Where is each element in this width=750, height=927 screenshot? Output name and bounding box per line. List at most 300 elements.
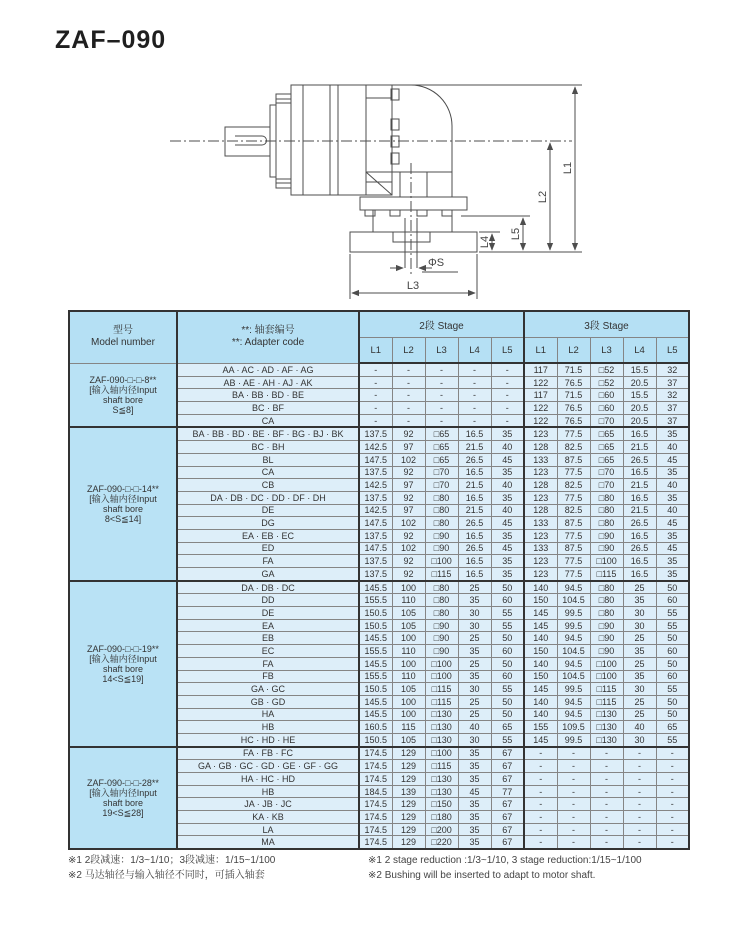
stage2-value-cell: 16.5 [458, 491, 491, 504]
stage3-value-cell: □90 [590, 645, 623, 658]
stage2-value-cell: - [359, 414, 392, 427]
stage2-value-cell: 45 [458, 785, 491, 798]
stage3-value-cell: 123 [524, 555, 557, 568]
stage3-value-cell: 99.5 [557, 619, 590, 632]
adapter-codes-cell: EC [177, 645, 359, 658]
stage2-value-cell: 45 [491, 517, 524, 530]
stage2-value-cell: 92 [392, 427, 425, 440]
model-line: ZAF-090-□-□-8** [89, 374, 157, 385]
stage2-value-cell: 60 [491, 645, 524, 658]
adapter-codes-cell: BC · BF [177, 402, 359, 415]
stage3-value-cell: 15.5 [623, 389, 656, 402]
table-body [69, 363, 689, 849]
stage3-value-cell: 87.5 [557, 453, 590, 466]
stage3-value-cell: 145 [524, 607, 557, 620]
stage3-value-cell: 32 [656, 363, 689, 376]
stage2-value-cell: 21.5 [458, 441, 491, 454]
stage3-value-cell: 76.5 [557, 376, 590, 389]
stage2-value-cell: 100 [392, 632, 425, 645]
stage2-value-cell: - [458, 402, 491, 415]
stage2-value-cell: 102 [392, 453, 425, 466]
stage3-value-cell: 26.5 [623, 453, 656, 466]
stage3-value-cell: 123 [524, 491, 557, 504]
stage2-value-cell: - [491, 402, 524, 415]
model-number-cell [69, 427, 177, 580]
stage3-value-cell: □65 [590, 441, 623, 454]
stage2-value-cell: 26.5 [458, 517, 491, 530]
stage3-value-cell: 140 [524, 632, 557, 645]
stage3-value-cell: 82.5 [557, 504, 590, 517]
footnote-chinese [68, 853, 275, 883]
stage3-value-cell: □65 [590, 427, 623, 440]
header-group-row [69, 311, 689, 338]
adapter-codes-cell: JA · JB · JC [177, 798, 359, 811]
stage2-value-cell: □80 [425, 581, 458, 594]
stage3-value-cell: 71.5 [557, 363, 590, 376]
stage2-value-cell: 40 [491, 441, 524, 454]
stage3-value-cell: 35 [623, 670, 656, 683]
stage3-value-cell: 109.5 [557, 721, 590, 734]
table-row [69, 747, 689, 760]
stage2-value-cell: 150.5 [359, 619, 392, 632]
model-line: shaft bore [102, 394, 144, 405]
stage3-value-cell: 133 [524, 517, 557, 530]
stage3-value-cell: 50 [656, 632, 689, 645]
stage3-value-cell: □115 [590, 695, 623, 708]
stage3-value-cell: 77.5 [557, 529, 590, 542]
stage2-value-cell: 97 [392, 441, 425, 454]
stage2-l5-header: L5 [491, 338, 524, 364]
stage2-value-cell: 35 [491, 529, 524, 542]
stage2-value-cell: 21.5 [458, 504, 491, 517]
stage2-value-cell: 129 [392, 773, 425, 786]
stage2-value-cell: □130 [425, 708, 458, 721]
stage2-value-cell: 139 [392, 785, 425, 798]
stage2-value-cell: 100 [392, 657, 425, 670]
stage3-value-cell: 82.5 [557, 441, 590, 454]
adapter-codes-cell: DA · DB · DC · DD · DF · DH [177, 491, 359, 504]
l5-label: L5 [510, 227, 522, 241]
stage3-value-cell: - [656, 798, 689, 811]
stage2-value-cell: - [458, 414, 491, 427]
stage3-value-cell: □80 [590, 607, 623, 620]
stage3-value-cell: □90 [590, 542, 623, 555]
stage2-value-cell: □100 [425, 747, 458, 760]
stage2-value-cell: 142.5 [359, 479, 392, 492]
stage3-value-cell: 94.5 [557, 708, 590, 721]
adapter-codes-cell: EB [177, 632, 359, 645]
stage3-value-cell: 45 [656, 453, 689, 466]
adapter-codes-cell: HC · HD · HE [177, 733, 359, 746]
adapter-header-en: **: Adapter code [231, 337, 305, 349]
stage2-value-cell: 25 [458, 632, 491, 645]
stage2-value-cell: 102 [392, 542, 425, 555]
stage2-value-cell: 50 [491, 695, 524, 708]
stage2-value-cell: 110 [392, 645, 425, 658]
stage3-value-cell: 94.5 [557, 632, 590, 645]
stage3-value-cell: - [623, 760, 656, 773]
stage2-value-cell: 25 [458, 695, 491, 708]
stage2-value-cell: 30 [458, 619, 491, 632]
footnote-cn-line1: ※1 2段减速：1/3~1/10；3段减速：1/15~1/100 [68, 855, 276, 866]
adapter-codes-cell: AA · AC · AD · AF · AG [177, 363, 359, 376]
adapter-codes-cell: GA · GB · GC · GD · GE · GF · GG [177, 760, 359, 773]
stage2-group-header: 2段 Stage [359, 311, 524, 338]
stage3-value-cell: □70 [590, 414, 623, 427]
stage3-value-cell: 26.5 [623, 517, 656, 530]
stage2-value-cell: 35 [458, 670, 491, 683]
stage2-value-cell: □80 [425, 607, 458, 620]
stage3-value-cell: 16.5 [623, 466, 656, 479]
stage2-value-cell: 40 [458, 721, 491, 734]
stage3-value-cell: - [623, 811, 656, 824]
stage3-value-cell: 133 [524, 453, 557, 466]
stage2-value-cell: 129 [392, 760, 425, 773]
stage3-value-cell: 16.5 [623, 491, 656, 504]
stage2-value-cell: - [392, 389, 425, 402]
stage2-value-cell: 67 [491, 798, 524, 811]
stage3-value-cell: - [590, 823, 623, 836]
stage2-value-cell: 155.5 [359, 645, 392, 658]
stage2-value-cell: 65 [491, 721, 524, 734]
stage2-value-cell: 35 [491, 427, 524, 440]
stage3-value-cell: 21.5 [623, 479, 656, 492]
stage3-value-cell: 123 [524, 427, 557, 440]
stage2-value-cell: 115 [392, 721, 425, 734]
stage2-value-cell: 16.5 [458, 568, 491, 581]
stage2-value-cell: 142.5 [359, 504, 392, 517]
stage3-value-cell: 99.5 [557, 683, 590, 696]
stage2-value-cell: - [359, 363, 392, 376]
stage2-value-cell: □130 [425, 721, 458, 734]
stage2-value-cell: - [491, 363, 524, 376]
stage2-value-cell: - [425, 389, 458, 402]
stage3-l1-header: L1 [524, 338, 557, 364]
stage3-value-cell: 122 [524, 376, 557, 389]
stage2-value-cell: 142.5 [359, 441, 392, 454]
stage2-l3-header: L3 [425, 338, 458, 364]
stage3-value-cell: □90 [590, 529, 623, 542]
stage3-value-cell: 117 [524, 363, 557, 376]
stage2-value-cell: 145.5 [359, 632, 392, 645]
stage3-value-cell: 82.5 [557, 479, 590, 492]
stage3-value-cell: 140 [524, 581, 557, 594]
adapter-header-cn: **: 轴套编号 [241, 325, 295, 337]
stage2-value-cell: □90 [425, 619, 458, 632]
stage3-value-cell: 140 [524, 657, 557, 670]
stage3-value-cell: 45 [656, 542, 689, 555]
stage3-value-cell: 25 [623, 695, 656, 708]
stage3-value-cell: - [524, 785, 557, 798]
stage2-value-cell: 16.5 [458, 555, 491, 568]
stage2-value-cell: - [392, 402, 425, 415]
adapter-codes-cell: HA [177, 708, 359, 721]
stage3-value-cell: 145 [524, 733, 557, 746]
model-line: [输入轴内径Input [89, 384, 157, 395]
stage2-value-cell: 67 [491, 747, 524, 760]
stage3-value-cell: 40 [656, 441, 689, 454]
plate-foot [442, 210, 452, 216]
stage3-value-cell: 65 [656, 721, 689, 734]
stage3-value-cell: - [623, 798, 656, 811]
stage3-value-cell: - [590, 798, 623, 811]
stage3-l3-header: L3 [590, 338, 623, 364]
stage3-value-cell: □130 [590, 721, 623, 734]
stage3-value-cell: 145 [524, 619, 557, 632]
stage2-value-cell: 147.5 [359, 453, 392, 466]
stage3-value-cell: 25 [623, 708, 656, 721]
stage3-value-cell: 16.5 [623, 555, 656, 568]
stage2-value-cell: □65 [425, 441, 458, 454]
stage3-value-cell: 77.5 [557, 427, 590, 440]
stage2-value-cell: □115 [425, 760, 458, 773]
l3-label: L3 [406, 280, 420, 292]
stage2-value-cell: □100 [425, 555, 458, 568]
adapter-codes-cell: DE [177, 504, 359, 517]
stage3-value-cell: □80 [590, 517, 623, 530]
adapter-codes-cell: HB [177, 785, 359, 798]
stage2-value-cell: □115 [425, 695, 458, 708]
model-line: 8<S≦14] [104, 514, 142, 525]
stage2-value-cell: 55 [491, 733, 524, 746]
stage2-value-cell: - [491, 414, 524, 427]
stage3-value-cell: 128 [524, 441, 557, 454]
stage2-value-cell: 155.5 [359, 594, 392, 607]
stage3-value-cell: - [590, 785, 623, 798]
stage2-l4-header: L4 [458, 338, 491, 364]
stage3-value-cell: □90 [590, 632, 623, 645]
stage3-value-cell: □130 [590, 708, 623, 721]
stage2-value-cell: □130 [425, 733, 458, 746]
stage2-value-cell: 16.5 [458, 427, 491, 440]
stage3-value-cell: 77.5 [557, 555, 590, 568]
stage3-value-cell: - [656, 836, 689, 849]
stage3-value-cell: 155 [524, 721, 557, 734]
stage2-value-cell: 137.5 [359, 427, 392, 440]
stage2-value-cell: 55 [491, 683, 524, 696]
stage2-value-cell: 105 [392, 607, 425, 620]
stage3-l5-header: L5 [656, 338, 689, 364]
stage2-value-cell: 174.5 [359, 773, 392, 786]
stage2-value-cell: 105 [392, 733, 425, 746]
stage3-value-cell: 50 [656, 657, 689, 670]
stage3-value-cell: 117 [524, 389, 557, 402]
stage3-value-cell: □52 [590, 363, 623, 376]
stage3-value-cell: - [590, 773, 623, 786]
model-number-cell [69, 747, 177, 850]
stage3-value-cell: 25 [623, 581, 656, 594]
model-line: shaft bore [102, 797, 144, 808]
footnote-en-line2: ※2 Bushing will be inserted to adapt to motor shaft. [368, 870, 596, 881]
stage2-value-cell: 105 [392, 683, 425, 696]
adapter-codes-cell: FA [177, 657, 359, 670]
stage2-value-cell: 67 [491, 773, 524, 786]
stage2-value-cell: - [425, 414, 458, 427]
stage2-value-cell: 174.5 [359, 760, 392, 773]
stage3-value-cell: - [656, 747, 689, 760]
adapter-codes-cell: BA · BB · BD · BE [177, 389, 359, 402]
stage2-value-cell: □100 [425, 670, 458, 683]
stage2-value-cell: 150.5 [359, 683, 392, 696]
model-number-cell [69, 363, 177, 427]
stage3-value-cell: 140 [524, 708, 557, 721]
stage2-value-cell: □65 [425, 453, 458, 466]
stage2-value-cell: 147.5 [359, 517, 392, 530]
stage3-value-cell: 123 [524, 466, 557, 479]
model-header-en: Model number [91, 337, 155, 349]
stage2-value-cell: 35 [458, 823, 491, 836]
stage2-value-cell: □200 [425, 823, 458, 836]
stage2-value-cell: □220 [425, 836, 458, 849]
adapter-codes-cell: BA · BB · BD · BE · BF · BG · BJ · BK [177, 427, 359, 440]
model-line: [输入轴内径Input [89, 494, 157, 505]
stage3-value-cell: 94.5 [557, 657, 590, 670]
stage3-value-cell: 40 [623, 721, 656, 734]
stage3-value-cell: □60 [590, 389, 623, 402]
adapter-codes-cell: CA [177, 466, 359, 479]
table-row [69, 363, 689, 376]
model-line: [输入轴内径Input [89, 787, 157, 798]
l3-extension-lines [350, 254, 477, 299]
stage2-value-cell: □180 [425, 811, 458, 824]
stage3-value-cell: □80 [590, 594, 623, 607]
stage3-value-cell: 76.5 [557, 402, 590, 415]
stage2-value-cell: □80 [425, 491, 458, 504]
stage3-value-cell: - [590, 760, 623, 773]
stage3-value-cell: □70 [590, 466, 623, 479]
stage3-value-cell: 71.5 [557, 389, 590, 402]
adapter-codes-cell: DD [177, 594, 359, 607]
stage3-value-cell: □115 [590, 568, 623, 581]
stage2-l1-header: L1 [359, 338, 392, 364]
stage2-value-cell: - [359, 376, 392, 389]
stage2-value-cell: 100 [392, 708, 425, 721]
adapter-codes-cell: AB · AE · AH · AJ · AK [177, 376, 359, 389]
stage3-value-cell: 35 [656, 466, 689, 479]
stage2-value-cell: □150 [425, 798, 458, 811]
stage2-value-cell: 110 [392, 670, 425, 683]
stage2-value-cell: 129 [392, 836, 425, 849]
plate-foot [417, 210, 427, 216]
stage2-value-cell: 45 [491, 542, 524, 555]
output-neck [373, 210, 452, 232]
stage3-value-cell: - [590, 811, 623, 824]
stage2-value-cell: 160.5 [359, 721, 392, 734]
stage3-value-cell: 128 [524, 504, 557, 517]
stage2-value-cell: 30 [458, 733, 491, 746]
stage3-value-cell: 35 [656, 555, 689, 568]
model-header-cn: 型号 [113, 325, 133, 337]
stage3-value-cell: □60 [590, 402, 623, 415]
stage2-value-cell: 92 [392, 491, 425, 504]
stage3-value-cell: 25 [623, 632, 656, 645]
elbow-lower-box [366, 172, 452, 197]
stage2-value-cell: 92 [392, 529, 425, 542]
footnote-english [368, 853, 642, 883]
stage2-value-cell: 184.5 [359, 785, 392, 798]
stage2-l2-header: L2 [392, 338, 425, 364]
stage3-value-cell: - [623, 773, 656, 786]
stage2-value-cell: 35 [458, 760, 491, 773]
gearbox-body [291, 85, 392, 195]
stage3-value-cell: 20.5 [623, 376, 656, 389]
stage2-value-cell: 55 [491, 607, 524, 620]
stage2-value-cell: - [425, 363, 458, 376]
stage3-value-cell: □115 [590, 683, 623, 696]
stage3-value-cell: 122 [524, 402, 557, 415]
stage2-value-cell: - [458, 376, 491, 389]
stage2-value-cell: - [425, 402, 458, 415]
stage2-value-cell: 92 [392, 555, 425, 568]
adapter-codes-cell: FA [177, 555, 359, 568]
stage3-value-cell: - [623, 823, 656, 836]
stage3-value-cell: - [524, 823, 557, 836]
stage3-value-cell: □100 [590, 670, 623, 683]
stage2-value-cell: - [458, 363, 491, 376]
phi-s-label: ΦS [428, 257, 445, 269]
dimension-spec-table [68, 310, 690, 850]
stage3-value-cell: 104.5 [557, 670, 590, 683]
stage3-value-cell: 128 [524, 479, 557, 492]
stage2-value-cell: 40 [491, 479, 524, 492]
stage3-value-cell: 150 [524, 645, 557, 658]
stage3-value-cell: 150 [524, 670, 557, 683]
adapter-codes-cell: MA [177, 836, 359, 849]
stage3-value-cell: 15.5 [623, 363, 656, 376]
stage3-value-cell: 50 [656, 708, 689, 721]
stage3-value-cell: 35 [656, 491, 689, 504]
stage3-value-cell: 87.5 [557, 542, 590, 555]
adapter-codes-cell: KA · KB [177, 811, 359, 824]
stage2-value-cell: 60 [491, 670, 524, 683]
stage3-value-cell: - [557, 811, 590, 824]
stage2-value-cell: 40 [491, 504, 524, 517]
stage3-value-cell: 35 [623, 594, 656, 607]
stage3-value-cell: 35 [656, 568, 689, 581]
model-number-cell [69, 581, 177, 747]
stage3-value-cell: □100 [590, 555, 623, 568]
stage3-value-cell: 55 [656, 733, 689, 746]
stage3-value-cell: 94.5 [557, 695, 590, 708]
model-number-header [69, 311, 177, 363]
l1-label: L1 [562, 161, 574, 175]
stage2-value-cell: 25 [458, 708, 491, 721]
stage3-value-cell: - [557, 785, 590, 798]
stage2-value-cell: □115 [425, 568, 458, 581]
stage2-value-cell: 16.5 [458, 466, 491, 479]
stage3-value-cell: - [656, 811, 689, 824]
stage2-value-cell: 129 [392, 798, 425, 811]
stage2-value-cell: 35 [458, 773, 491, 786]
stage3-value-cell: - [623, 747, 656, 760]
stage3-value-cell: - [557, 836, 590, 849]
stage2-value-cell: - [425, 376, 458, 389]
model-line: 19<S≦28] [102, 807, 144, 818]
stage3-value-cell: 99.5 [557, 607, 590, 620]
stage2-value-cell: - [359, 402, 392, 415]
stage2-value-cell: 110 [392, 594, 425, 607]
body-section-lines [303, 85, 366, 195]
stage3-value-cell: 21.5 [623, 441, 656, 454]
adapter-codes-cell: LA [177, 823, 359, 836]
stage3-value-cell: 35 [656, 529, 689, 542]
stage3-value-cell: 45 [656, 517, 689, 530]
stage2-value-cell: 155.5 [359, 670, 392, 683]
stage2-value-cell: 137.5 [359, 491, 392, 504]
adapter-code-header [177, 311, 359, 363]
stage3-value-cell: 99.5 [557, 733, 590, 746]
stage3-value-cell: - [557, 823, 590, 836]
